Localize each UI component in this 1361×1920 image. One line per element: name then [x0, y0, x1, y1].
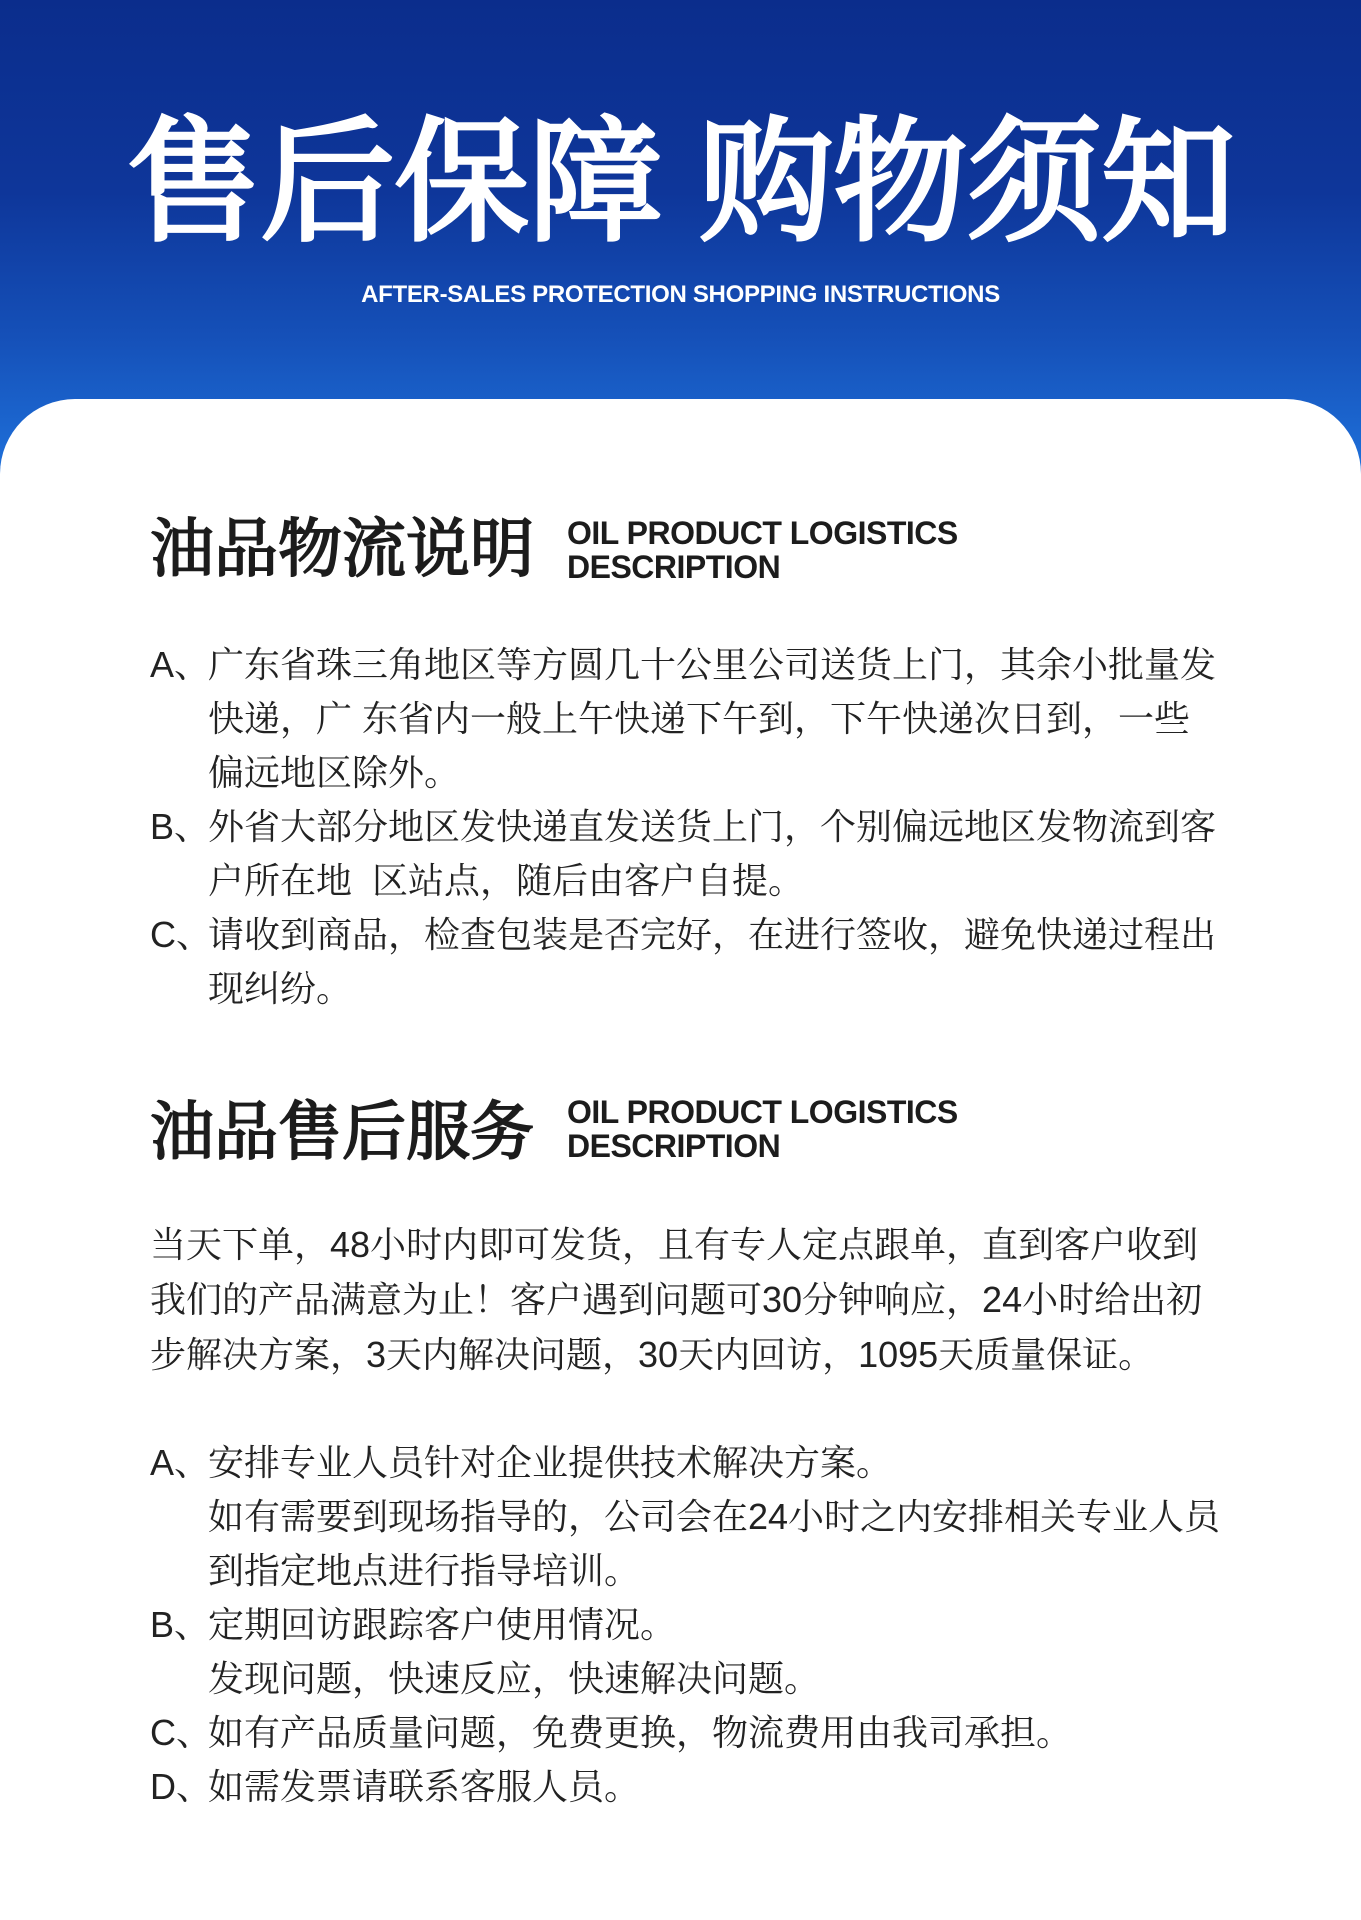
- list-item: [150, 638, 1216, 800]
- list-marker: A、: [150, 644, 211, 685]
- list-item-line: 偏远地区除外。: [208, 752, 461, 793]
- list-item-line: 现纠纷。: [208, 968, 353, 1009]
- intro-line: 我们的产品满意为止！客户遇到问题可30分钟响应，24小时给出初: [150, 1279, 1203, 1320]
- list-marker: C、: [150, 914, 212, 955]
- list-item-line: 如有产品质量问题，免费更换，物流费用由我司承担。: [208, 1712, 1073, 1753]
- section-title-en-line: OIL PRODUCT LOGISTICS: [567, 515, 958, 551]
- list-item-text: [208, 800, 1216, 908]
- list-item-line: 户所在地 区站点，随后由客户自提。: [208, 860, 805, 901]
- list-marker: C、: [150, 1712, 212, 1753]
- section-title-en-line: OIL PRODUCT LOGISTICS: [567, 1094, 958, 1130]
- list-marker: A、: [150, 1442, 211, 1483]
- service-intro-paragraph: [150, 1217, 1202, 1382]
- list-item-line: 广东省珠三角地区等方圆几十公里公司送货上门，其余小批量发: [208, 644, 1217, 685]
- page-subtitle: AFTER-SALES PROTECTION SHOPPING INSTRUCTIONS: [361, 281, 1000, 308]
- list-marker: B、: [150, 806, 211, 847]
- section-title-en-line: DESCRIPTION: [567, 549, 781, 585]
- list-marker: D、: [150, 1766, 212, 1807]
- service-list: [150, 1436, 1220, 1814]
- list-item-line: 安排专业人员针对企业提供技术解决方案。: [208, 1442, 893, 1483]
- list-item: [150, 1706, 1220, 1760]
- logistics-list: [150, 638, 1216, 1016]
- section-title-en-line: DESCRIPTION: [567, 1128, 781, 1164]
- list-item: [150, 1598, 1220, 1706]
- list-item-text: [208, 1760, 640, 1814]
- list-item-text: [208, 1598, 820, 1706]
- logistics-section-title-en: [567, 516, 958, 584]
- list-item-line: 发现问题，快速反应，快速解决问题。: [208, 1658, 821, 1699]
- list-item-text: [208, 908, 1216, 1016]
- list-item: [150, 800, 1216, 908]
- list-marker: B、: [150, 1604, 211, 1645]
- list-item: [150, 1436, 1220, 1598]
- list-item-line: 定期回访跟踪客户使用情况。: [208, 1604, 677, 1645]
- logistics-section-title: 油品物流说明: [150, 513, 534, 585]
- list-item: [150, 908, 1216, 1016]
- intro-line: 当天下单，48小时内即可发货，且有专人定点跟单，直到客户收到: [150, 1224, 1199, 1265]
- list-item-line: 请收到商品，检查包装是否完好，在进行签收，避免快递过程出: [208, 914, 1217, 955]
- list-item-line: 快递，广 东省内一般上午快递下午到，下午快递次日到，一些: [208, 698, 1191, 739]
- list-item-text: [208, 638, 1216, 800]
- service-section-title: 油品售后服务: [150, 1096, 534, 1168]
- list-item-line: 如有需要到现场指导的，公司会在24小时之内安排相关专业人员: [208, 1496, 1221, 1537]
- list-item: [150, 1760, 1220, 1814]
- list-item-text: [208, 1436, 1220, 1598]
- page-title: 售后保障 购物须知: [126, 107, 1235, 258]
- intro-line: 步解决方案，3天内解决问题，30天内回访，1095天质量保证。: [150, 1334, 1155, 1375]
- list-item-line: 到指定地点进行指导培训。: [208, 1550, 641, 1591]
- list-item-line: 如需发票请联系客服人员。: [208, 1766, 641, 1807]
- service-section-title-en: [567, 1095, 958, 1163]
- list-item-line: 外省大部分地区发快递直发送货上门，个别偏远地区发物流到客: [208, 806, 1217, 847]
- list-item-text: [208, 1706, 1072, 1760]
